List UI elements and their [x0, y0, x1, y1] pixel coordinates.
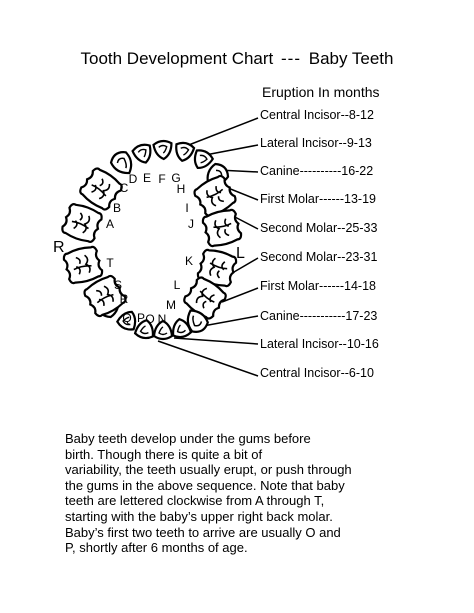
description-line: Baby’s first two teeth to arrive are usually O and — [65, 524, 341, 540]
tooth-letter-l: L — [173, 278, 181, 292]
eruption-header: Eruption In months — [262, 84, 380, 100]
teeth-group — [60, 140, 242, 339]
tooth-letter-f: F — [158, 172, 166, 186]
tooth-outline — [153, 140, 173, 160]
tooth-letter-c: C — [119, 181, 129, 195]
tooth-letters-group — [106, 171, 194, 326]
tooth-letter-j: J — [188, 217, 194, 231]
tooth-letter-p: P — [136, 311, 146, 325]
eruption-label-lower-central-incisor: Central Incisor--6-10 — [260, 366, 374, 380]
eruption-label-upper-central-incisor: Central Incisor--8-12 — [260, 108, 374, 122]
tooth-letter-a: A — [105, 217, 115, 231]
title-main: Tooth Development Chart — [80, 49, 274, 68]
description-line: the gums in the above sequence. Note that baby — [65, 477, 345, 493]
eruption-label-lower-lateral-incisor: Lateral Incisor--10-16 — [260, 337, 379, 351]
eruption-label-upper-second-molar: Second Molar--25-33 — [260, 221, 378, 235]
tooth-letter-g: G — [171, 171, 181, 185]
eruption-label-lower-canine: Canine-----------17-23 — [260, 309, 378, 323]
description-paragraph — [65, 431, 410, 556]
tooth-letter-d: D — [128, 172, 138, 186]
leader-line — [158, 341, 258, 376]
description-line: P, shortly after 6 months of age. — [65, 540, 248, 556]
tooth-letter-b: B — [112, 201, 122, 215]
tooth-letter-m: M — [166, 298, 176, 312]
tooth-letter-n: N — [157, 312, 167, 326]
left-side-label: L — [236, 245, 245, 262]
description-line: variability, the teeth usually erupt, or push through — [65, 462, 352, 478]
tooth-outline — [173, 141, 194, 162]
eruption-label-upper-first-molar: First Molar------13-19 — [260, 192, 376, 206]
tooth-letter-s: S — [113, 278, 123, 292]
eruption-label-lower-first-molar: First Molar------14-18 — [260, 279, 376, 293]
leader-line — [222, 288, 258, 302]
description-line: Baby teeth develop under the gums before — [65, 431, 311, 446]
eruption-label-lower-second-molar: Second Molar--23-31 — [260, 250, 378, 264]
tooth-letter-k: K — [184, 254, 194, 268]
tooth-outline — [132, 143, 155, 166]
tooth-letter-i: I — [185, 201, 189, 215]
description-line: birth. Though there is quite a bit of — [65, 446, 263, 462]
title-sub: Baby Teeth — [308, 49, 394, 68]
title-dash: --- — [281, 49, 301, 68]
tooth-letter-q: Q — [122, 311, 132, 325]
tooth-letter-h: H — [176, 182, 186, 196]
right-side-label: R — [53, 239, 65, 256]
description-line: teeth are lettered clockwise from A through T, — [65, 493, 325, 509]
leader-line — [181, 118, 258, 148]
tooth-letter-e: E — [142, 171, 152, 185]
tooth-letter-t: T — [106, 256, 114, 270]
tooth-outline — [60, 202, 103, 245]
eruption-label-upper-lateral-incisor: Lateral Incisor--9-13 — [260, 136, 372, 150]
leader-line — [174, 338, 258, 344]
tooth-letter-o: O — [145, 312, 155, 326]
tooth-letter-r: R — [119, 292, 129, 306]
eruption-label-upper-canine: Canine----------16-22 — [260, 164, 374, 178]
tooth-outline — [62, 245, 103, 286]
description-line: starting with the baby’s upper right back molar. — [65, 508, 333, 524]
